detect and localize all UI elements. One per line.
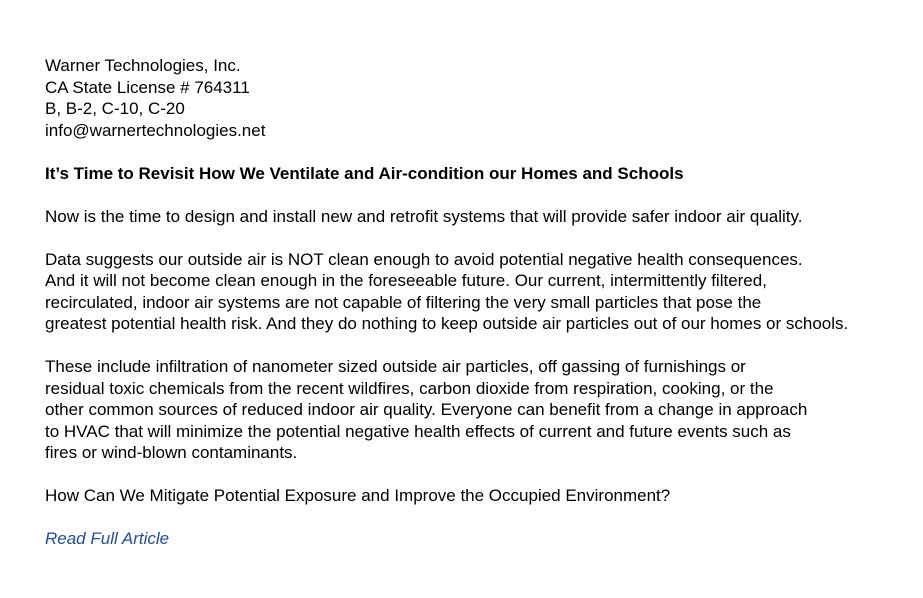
paragraph-line: And it will not become clean enough in the foreseeable future. Our current, intermittently filtered, (45, 271, 767, 290)
spacer (45, 464, 915, 486)
article-title: It’s Time to Revisit How We Ventilate and Air-condition our Homes and Schools (45, 163, 684, 183)
paragraph-line: Data suggests our outside air is NOT clean enough to avoid potential negative health consequences. (45, 249, 803, 269)
paragraph-line: recirculated, indoor air systems are not capable of filtering the very small particles that pose the (45, 292, 762, 312)
paragraph-line: Now is the time to design and install new and retrofit systems that will provide safer indoor air quality. (45, 206, 803, 226)
paragraph-line: greatest potential health risk. And they do nothing to keep outside air particles out of our homes or schools. (45, 314, 849, 333)
spacer (45, 184, 915, 206)
document-body (45, 55, 915, 550)
paragraph-contaminants (45, 356, 915, 464)
company-name: Warner Technologies, Inc. (45, 56, 241, 75)
paragraph-intro (45, 206, 915, 228)
paragraph-line: other common sources of reduced indoor air quality. Everyone can benefit from a change in approach (45, 400, 808, 419)
paragraph-outside-air (45, 249, 915, 335)
spacer (45, 335, 915, 357)
paragraph-line: fires or wind-blown contaminants. (45, 443, 298, 462)
spacer (45, 227, 915, 249)
read-full-article-link[interactable]: Read Full Article (45, 529, 170, 548)
section-question: How Can We Mitigate Potential Exposure and Improve the Occupied Environment? (45, 486, 671, 505)
paragraph-line: residual toxic chemicals from the recent wildfires, carbon dioxide from respiration, cooking, or the (45, 378, 774, 398)
contact-email: info@warnertechnologies.net (45, 120, 266, 140)
spacer (45, 141, 915, 163)
license-classes: B, B-2, C-10, C-20 (45, 99, 185, 118)
paragraph-line: These include infiltration of nanometer sized outside air particles, off gassing of furnishings or (45, 357, 746, 376)
company-info (45, 55, 915, 141)
license-number: CA State License # 764311 (45, 77, 250, 97)
spacer (45, 507, 915, 529)
paragraph-line: to HVAC that will minimize the potential negative health effects of current and future events such as (45, 421, 791, 441)
